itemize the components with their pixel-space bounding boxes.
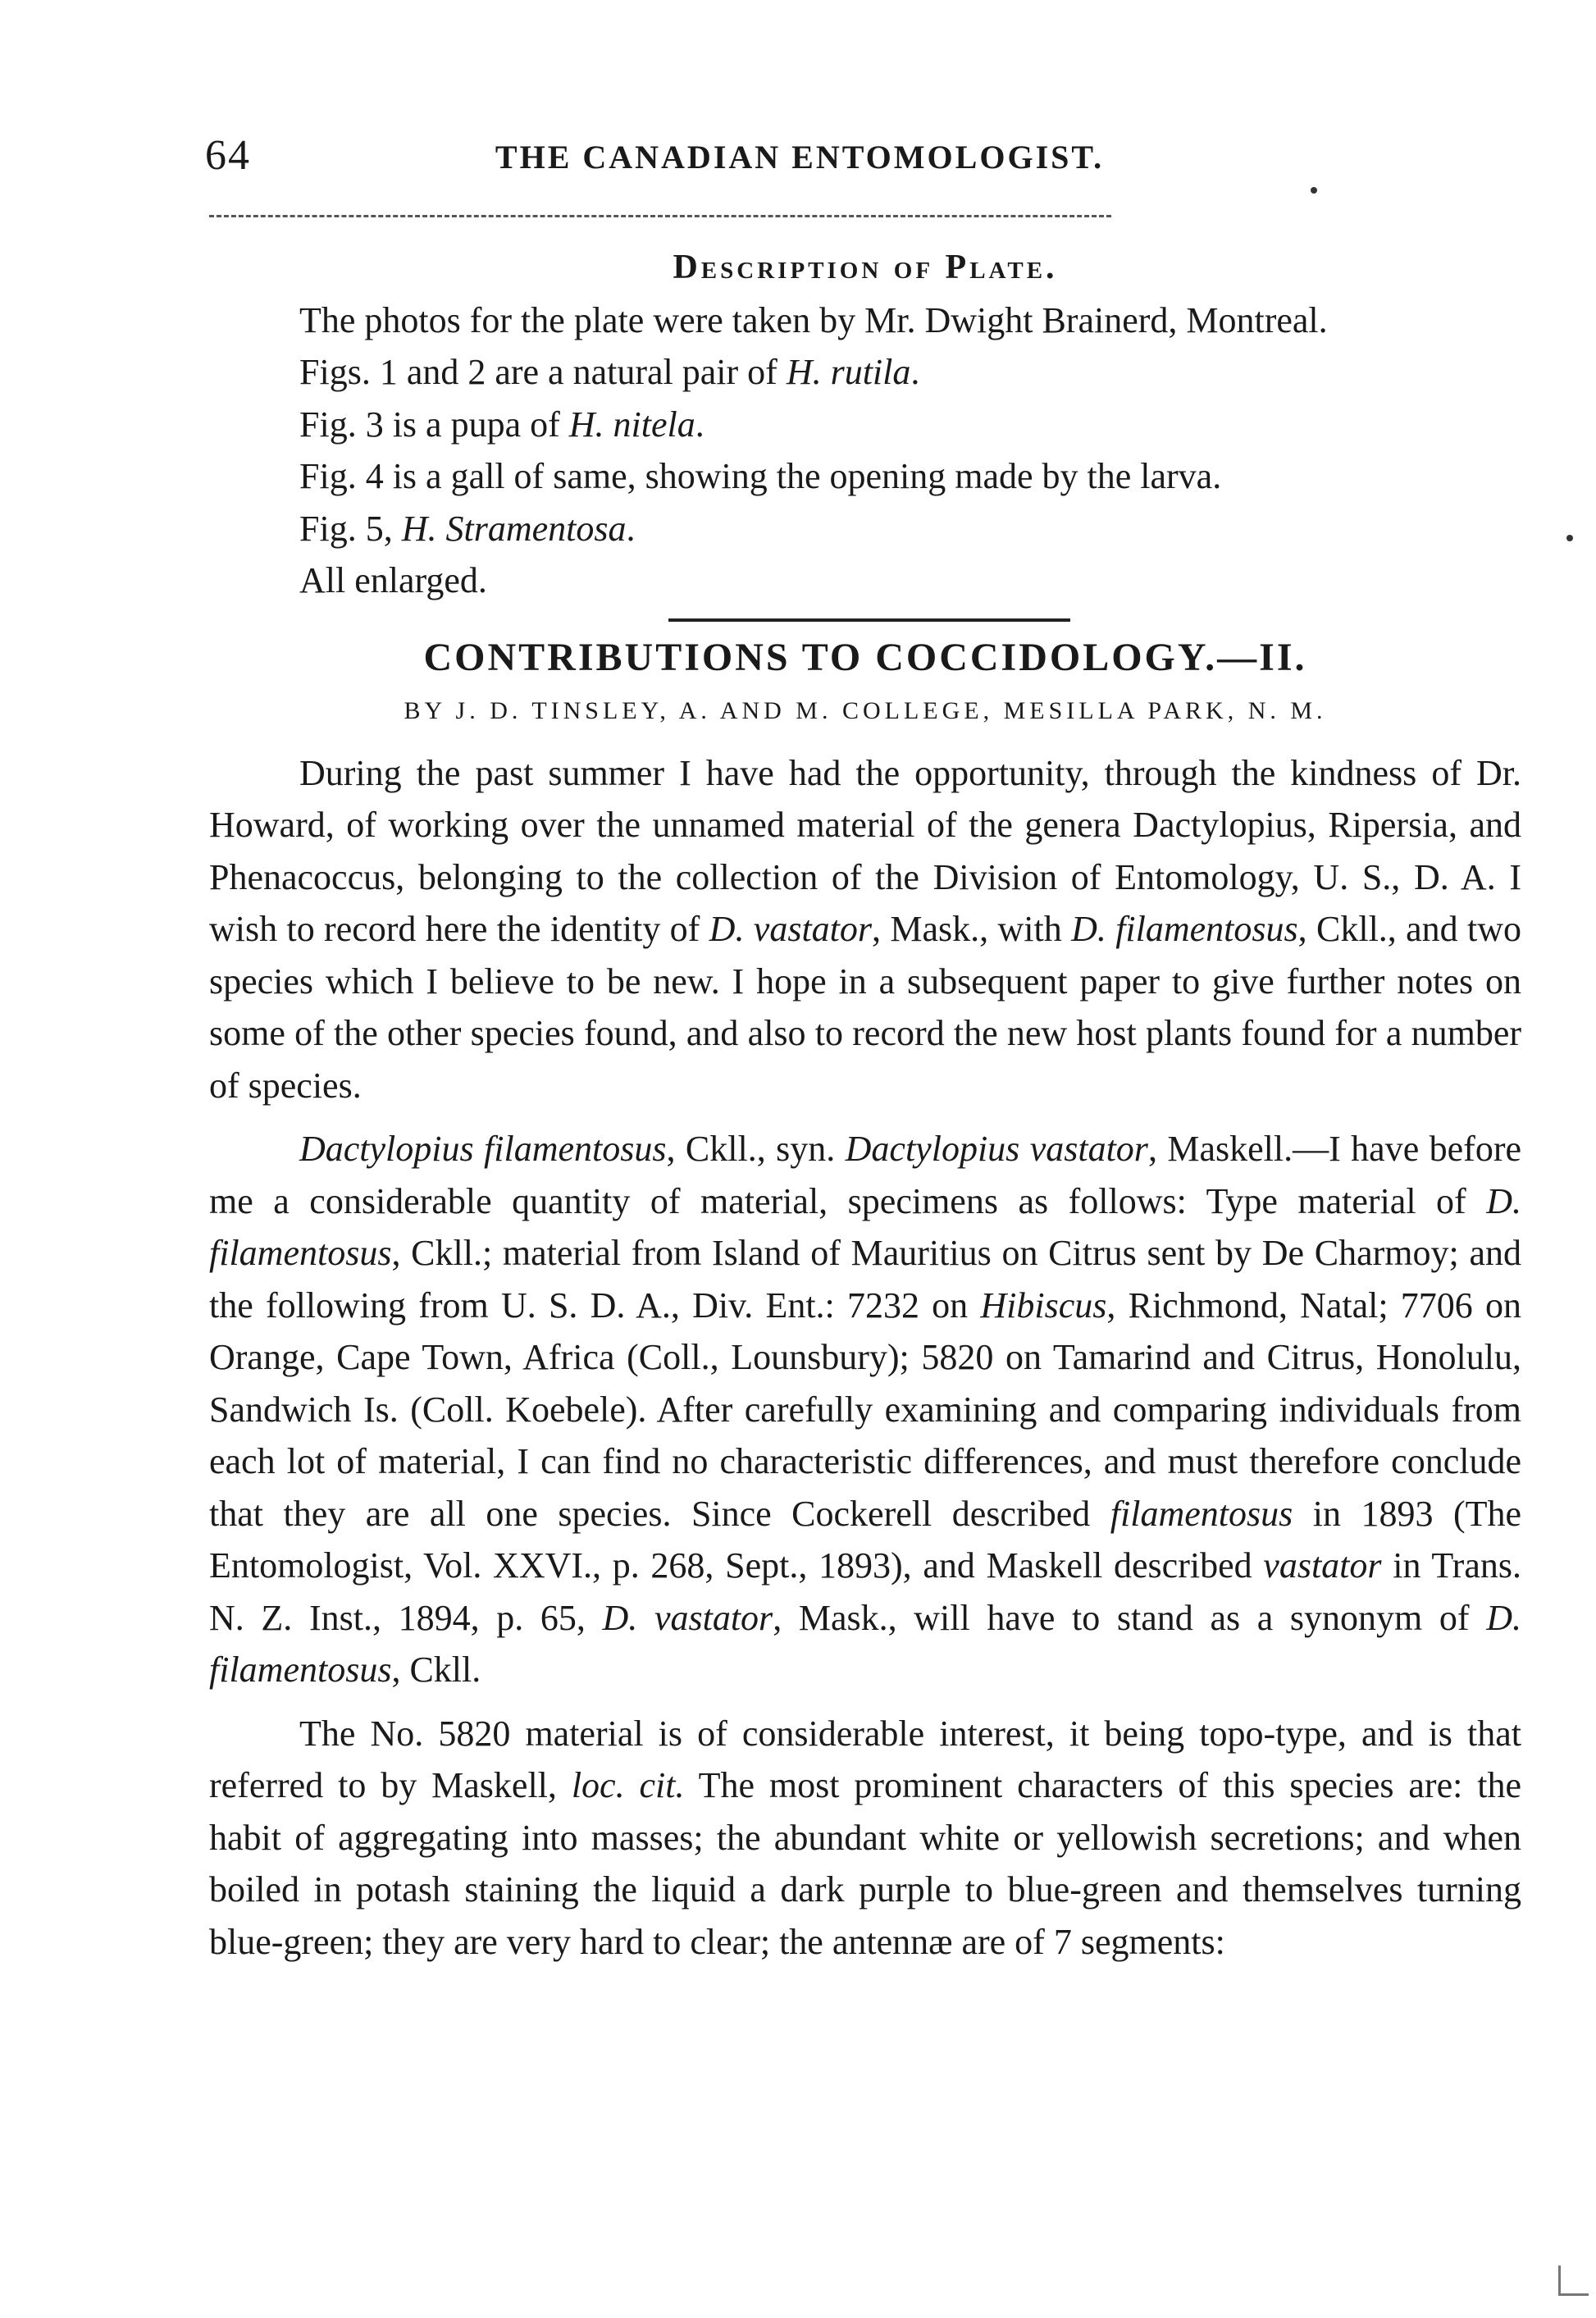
fig-caption-3: Fig. 4 is a gall of same, showing the opening made by the larva.: [299, 456, 1222, 496]
fig-caption-2: Fig. 3 is a pupa of H. nitela.: [299, 404, 705, 445]
plate-heading: Description of Plate.: [673, 249, 1058, 286]
page-body: [209, 242, 1521, 1968]
paragraph-gap: [209, 1696, 1521, 1708]
paragraph-1: During the past summer I have had the opportunity, through the kindness of Dr. Howard, of working over the unnamed material of the genera Dactylopius, Ripersia, and Phenacoccus, belonging to the collection of the Division of Entomology, U. S., D. A. I wish to record here the identity of D. vastator, Mask., with D. filamentosus, Ckll., and two species which I believe to be new. I hope in a subsequent paper to give further notes on some of the other species found, and also to record the new host plants found for a number of species.: [209, 752, 1522, 1106]
header-rule: [209, 215, 1111, 217]
section-divider: [668, 618, 1070, 622]
paragraph-gap: [209, 1111, 1521, 1123]
paragraph-3: The No. 5820 material is of considerable interest, it being topo-type, and is that referred to by Maskell, loc. cit. The most prominent characters of this species are: the habit of aggregating into masses; the abundant white or yellowish secretions; and when boiled in potash staining the liquid a dark purple to blue-green and themselves turning blue-green; they are very hard to clear; the antennæ are of 7 segments:: [209, 1713, 1522, 1962]
print-speck: [1311, 187, 1317, 194]
page-number: 64: [205, 132, 251, 179]
fig-caption-4: Fig. 5, H. Stramentosa.: [299, 508, 636, 549]
running-title: THE CANADIAN ENTOMOLOGIST.: [495, 139, 1105, 176]
print-speck: [1566, 535, 1573, 541]
scan-corner-mark: [1558, 2266, 1589, 2296]
page-header: [205, 131, 1517, 189]
article: [209, 632, 1521, 1969]
fig-caption-1: Figs. 1 and 2 are a natural pair of H. rutila.: [299, 352, 920, 392]
paragraph-2: Dactylopius filamentosus, Ckll., syn. Dactylopius vastator, Maskell.—I have before me a considerable quantity of material, specimens as follows: Type material of D. filamentosus, Ckll.; material from Island of Mauritius on Citrus sent by De Charmoy; and the following from U. S. D. A., Div. Ent.: 7232 on Hibiscus, Richmond, Natal; 7706 on Orange, Cape Town, Africa (Coll., Lounsbury); 5820 on Tamarind and Citrus, Honolulu, Sandwich Is. (Coll. Koebele). After carefully examining and comparing individuals from each lot of material, I can find no characteristic differences, and must therefore conclude that they are all one species. Since Cockerell described filamentosus in 1893 (The Entomologist, Vol. XXVI., p. 268, Sept., 1893), and Maskell described vastator in Trans. N. Z. Inst., 1894, p. 65, D. vastator, Mask., will have to stand as a synonym of D. filamentosus, Ckll.: [209, 1129, 1522, 1690]
plate-closing: All enlarged.: [299, 560, 487, 600]
plate-intro: The photos for the plate were taken by Mr. Dwight Brainerd, Montreal.: [299, 299, 1328, 340]
plate-description: [209, 242, 1521, 607]
article-byline: BY J. D. TINSLEY, A. AND M. COLLEGE, MESILLA PARK, N. M.: [404, 697, 1327, 724]
article-title: CONTRIBUTIONS TO COCCIDOLOGY.—II.: [423, 635, 1307, 679]
